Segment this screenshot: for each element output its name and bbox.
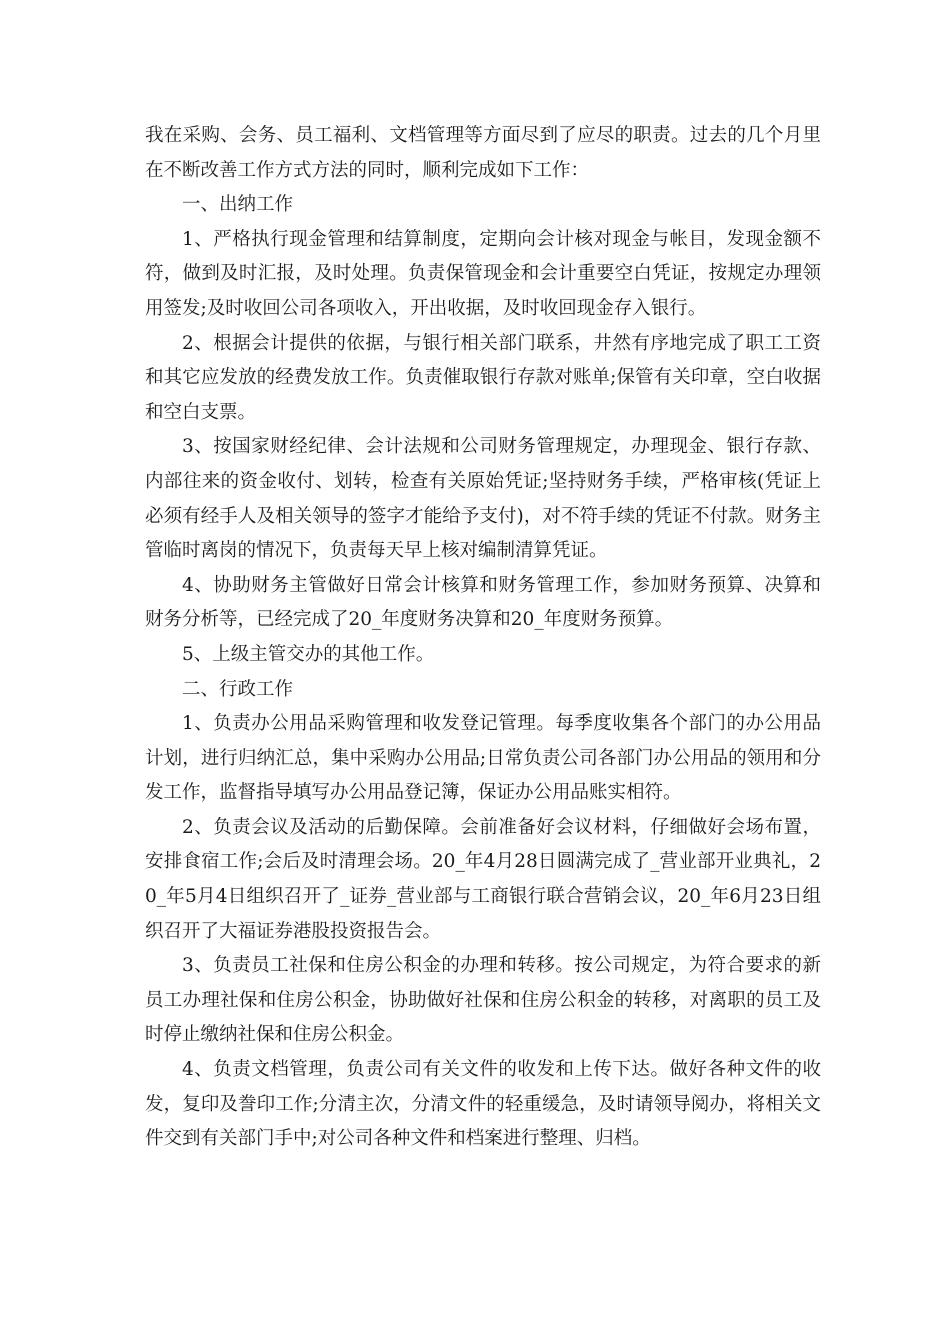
paragraph-admin-3: 3、负责员工社保和住房公积金的办理和转移。按公司规定，为符合要求的新员工办理社保和住房公积金，协助做好社保和住房公积金的转移，对离职的员工及时停止缴纳社保和住房公积金。	[145, 955, 821, 1046]
paragraph-cashier-5: 5、上级主管交办的其他工作。	[182, 643, 435, 665]
paragraph-admin-1: 1、负责办公用品采购管理和收发登记管理。每季度收集各个部门的办公用品计划，进行归纳汇总，集中采购办公用品;日常负责公司各部门办公用品的领用和分发工作，监督指导填写办公用品登记簿，保证办公用品账实相符。	[145, 713, 821, 804]
paragraph-intro: 我在采购、会务、员工福利、文档管理等方面尽到了应尽的职责。过去的几个月里在不断改善工作方式方法的同时，顺利完成如下工作：	[145, 125, 821, 181]
paragraph-cashier-2: 2、根据会计提供的依据，与银行相关部门联系，井然有序地完成了职工工资和其它应发放的经费发放工作。负责催取银行存款对账单;保管有关印章，空白收据和空白支票。	[145, 332, 821, 423]
section-heading-cashier: 一、出纳工作	[182, 194, 294, 216]
paragraph-admin-4: 4、负责文档管理，负责公司有关文件的收发和上传下达。做好各种文件的收发，复印及誊印工作;分清主次，分清文件的轻重缓急，及时请领导阅办，将相关文件交到有关部门手中;对公司各种文件和档案进行整理、归档。	[145, 1059, 821, 1150]
paragraph-cashier-3: 3、按国家财经纪律、会计法规和公司财务管理规定，办理现金、银行存款、内部往来的资金收付、划转，检查有关原始凭证;坚持财务手续，严格审核(凭证上必须有经手人及相关领导的签字才能给予支付)，对不符手续的凭证不付款。财务主管临时离岗的情况下，负责每天早上核对编制清算凭证。	[145, 436, 821, 562]
paragraph-admin-2: 2、负责会议及活动的后勤保障。会前准备好会议材料，仔细做好会场布置，安排食宿工作;会后及时清理会场。20_年4月28日圆满完成了_营业部开业典礼，20_年5月4日组织召开了_证券_营业部与工商银行联合营销会议，20_年6月23日组织召开了大福证券港股投资报告会。	[145, 816, 821, 942]
paragraph-cashier-4: 4、协助财务主管做好日常会计核算和财务管理工作，参加财务预算、决算和财务分析等，已经完成了20_年度财务决算和20_年度财务预算。	[145, 574, 821, 631]
paragraph-cashier-1: 1、严格执行现金管理和结算制度，定期向会计核对现金与帐目，发现金额不符，做到及时汇报，及时处理。负责保管现金和会计重要空白凭证，按规定办理领用签发;及时收回公司各项收入，开出收据，及时收回现金存入银行。	[145, 228, 821, 319]
document-body	[145, 119, 821, 1157]
section-heading-admin: 二、行政工作	[182, 678, 294, 700]
